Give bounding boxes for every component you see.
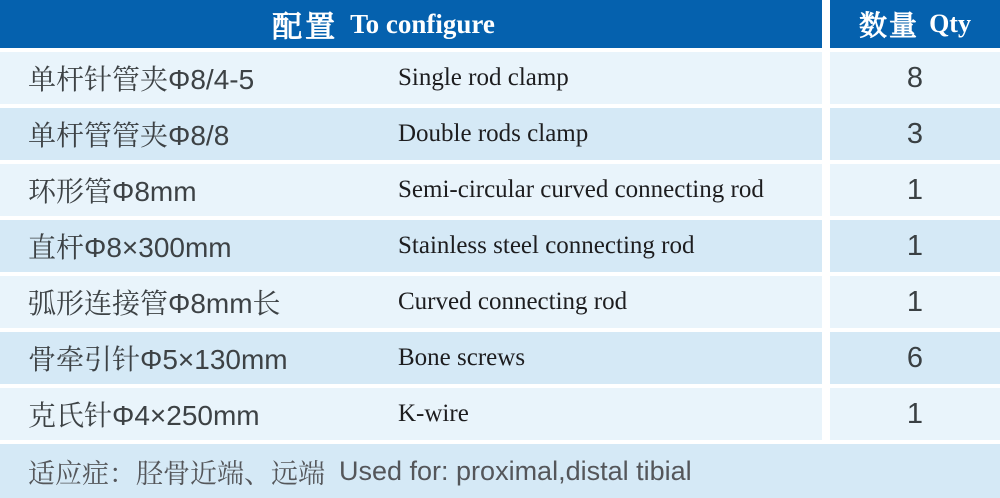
item-name-zh: 单杆针管夹Φ8/4-5 xyxy=(28,64,255,95)
header-qty-label-en: Qty xyxy=(929,9,971,38)
item-name-zh: 环形管Φ8mm xyxy=(28,176,197,207)
qty-value: 1 xyxy=(906,285,924,318)
header-configure-label-en: To configure xyxy=(350,8,495,39)
table-row xyxy=(0,276,1000,328)
header-qty-cell xyxy=(830,0,1000,48)
item-cell xyxy=(0,108,822,160)
header-configure-label-zh: 配置 xyxy=(272,11,339,44)
column-divider xyxy=(822,164,830,216)
table-header-row xyxy=(0,0,1000,48)
item-name-en: Stainless steel connecting rod xyxy=(398,232,695,259)
item-name-en: Double rods clamp xyxy=(398,120,589,147)
qty-cell xyxy=(830,332,1000,384)
item-name-zh: 克氏针Φ4×250mm xyxy=(28,400,260,431)
table-row xyxy=(0,52,1000,104)
item-name-en: K-wire xyxy=(398,400,469,427)
table-row xyxy=(0,164,1000,216)
item-name-en: Curved connecting rod xyxy=(398,288,628,315)
table-row xyxy=(0,332,1000,384)
item-name-en: Bone screws xyxy=(398,344,526,371)
table-row xyxy=(0,220,1000,272)
qty-cell xyxy=(830,52,1000,104)
item-name-zh: 骨牵引针Φ5×130mm xyxy=(28,344,288,375)
qty-value: 1 xyxy=(906,229,924,262)
indications-text-en: Used for: proximal,distal tibial xyxy=(339,455,692,486)
indications-text-zh: 适应症：胫骨近端、远端 xyxy=(28,458,325,489)
qty-cell xyxy=(830,220,1000,272)
item-cell xyxy=(0,276,822,328)
item-cell xyxy=(0,332,822,384)
column-divider xyxy=(822,108,830,160)
qty-cell xyxy=(830,276,1000,328)
column-divider xyxy=(822,0,830,48)
item-name-zh: 弧形连接管Φ8mm长 xyxy=(28,288,281,319)
item-cell xyxy=(0,220,822,272)
indications-footer-row xyxy=(0,444,1000,498)
qty-value: 1 xyxy=(906,397,924,430)
qty-cell xyxy=(830,164,1000,216)
table-row xyxy=(0,108,1000,160)
column-divider xyxy=(822,332,830,384)
item-cell xyxy=(0,164,822,216)
column-divider xyxy=(822,52,830,104)
qty-value: 6 xyxy=(906,341,924,374)
header-configure-cell xyxy=(0,0,822,48)
column-divider xyxy=(822,388,830,440)
item-name-en: Semi-circular curved connecting rod xyxy=(398,176,764,203)
item-cell xyxy=(0,388,822,440)
table-row xyxy=(0,388,1000,440)
item-cell xyxy=(0,52,822,104)
column-divider xyxy=(822,276,830,328)
item-name-zh: 直杆Φ8×300mm xyxy=(28,232,232,263)
qty-cell xyxy=(830,388,1000,440)
item-name-zh: 单杆管管夹Φ8/8 xyxy=(28,120,230,151)
column-divider xyxy=(822,220,830,272)
header-qty-label-zh: 数量 xyxy=(859,10,920,41)
qty-cell xyxy=(830,108,1000,160)
qty-value: 8 xyxy=(906,61,924,94)
qty-value: 1 xyxy=(906,173,924,206)
item-name-en: Single rod clamp xyxy=(398,64,569,91)
qty-value: 3 xyxy=(906,117,924,150)
